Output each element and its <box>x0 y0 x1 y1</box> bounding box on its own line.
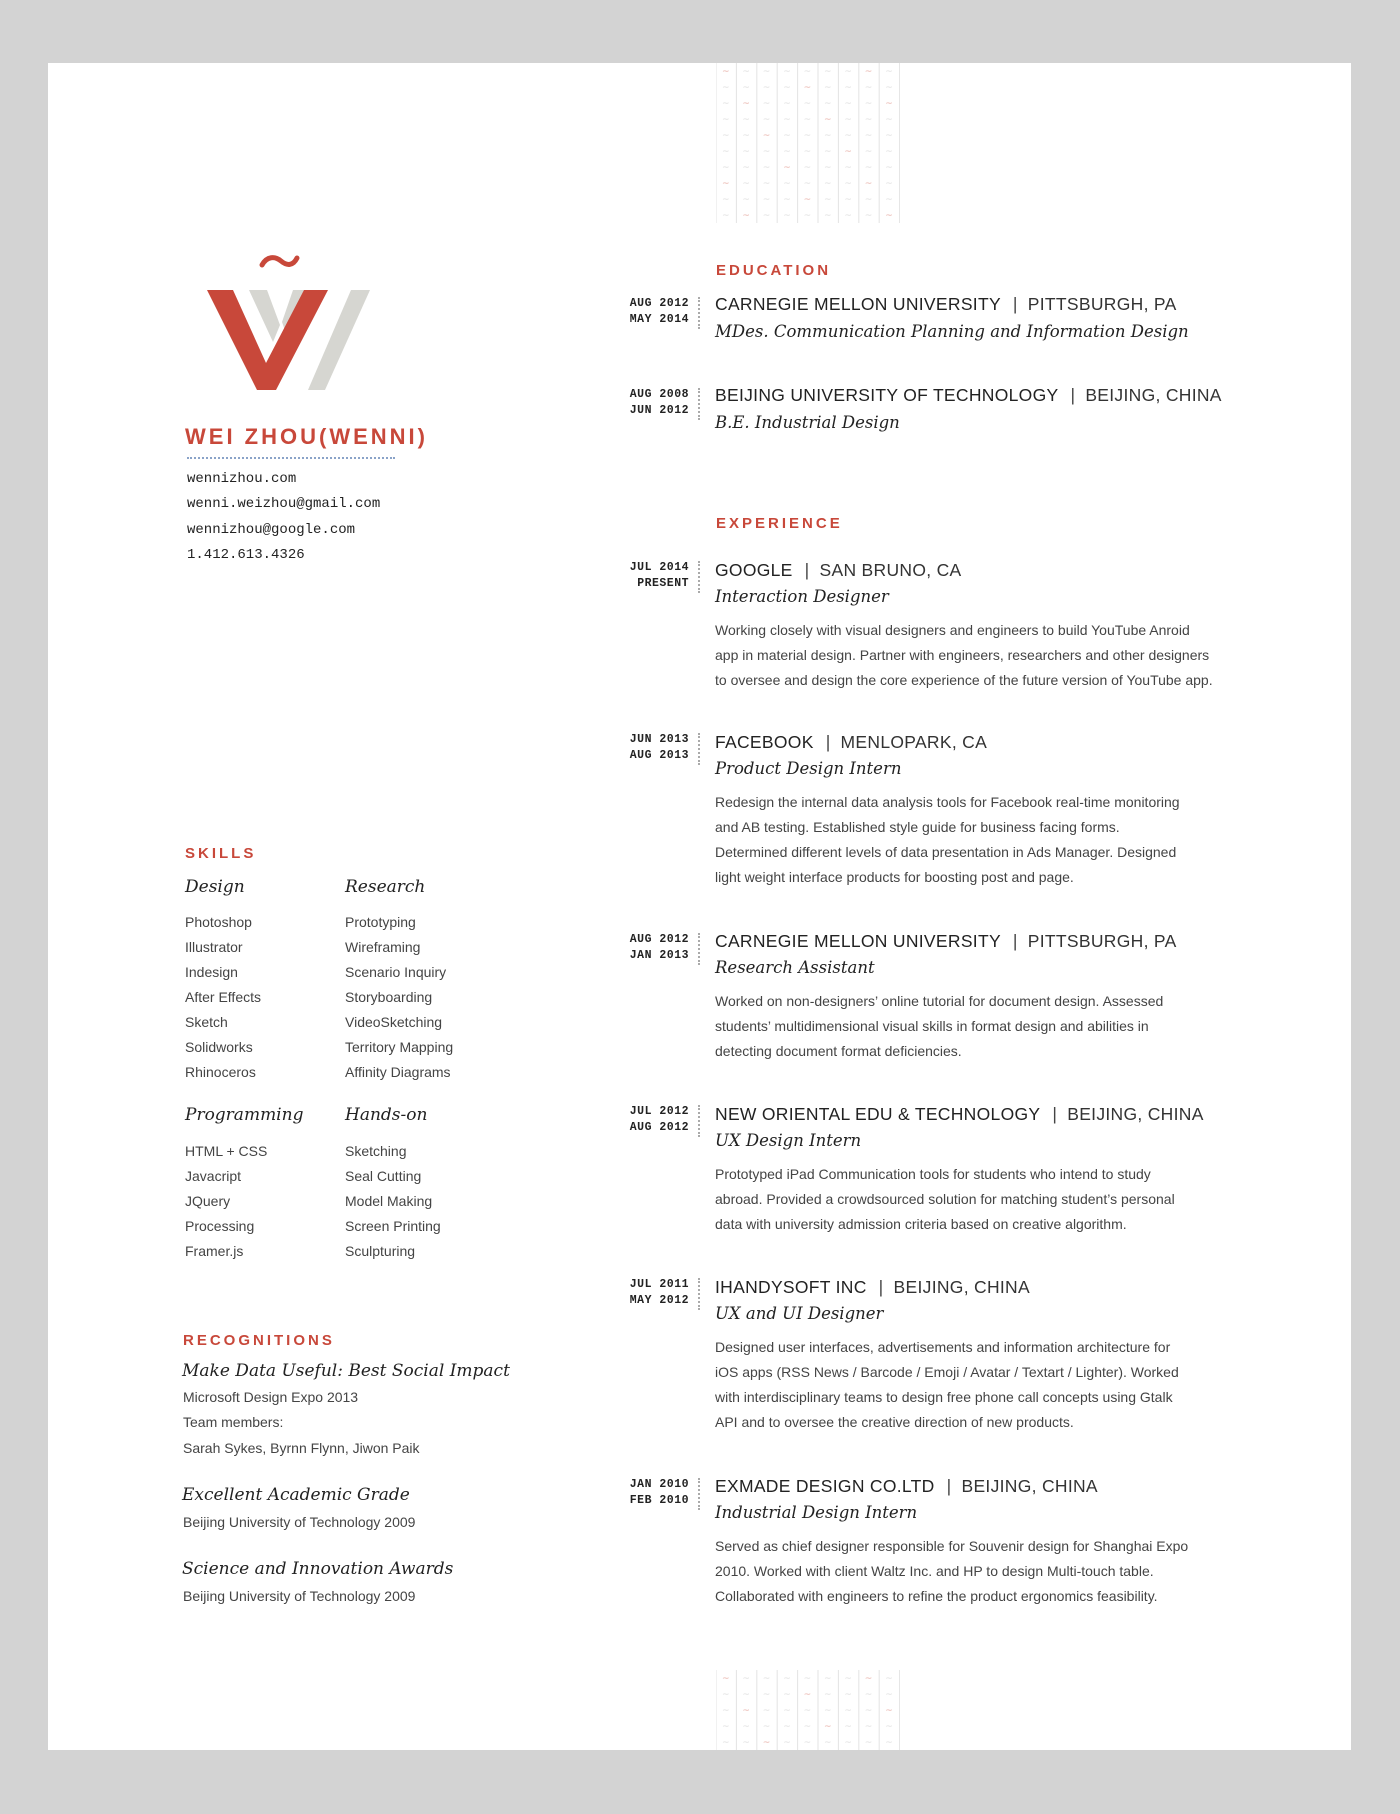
skill-item: HTML + CSS <box>185 1143 268 1159</box>
svg-text:~: ~ <box>885 147 893 157</box>
separator: | <box>878 1277 884 1297</box>
svg-text:~: ~ <box>864 195 873 205</box>
svg-text:~: ~ <box>824 147 832 157</box>
description-line: with interdisciplinary teams to design free phone call concepts using Gtalk <box>715 1389 1173 1405</box>
svg-text:~: ~ <box>885 1738 893 1748</box>
skill-item: VideoSketching <box>345 1014 443 1030</box>
svg-text:~: ~ <box>844 115 852 125</box>
job-description <box>715 1162 1255 1237</box>
date-end: AUG 2012 <box>629 1121 689 1134</box>
location: SAN BRUNO, CA <box>819 560 962 580</box>
svg-text:~: ~ <box>783 1674 791 1684</box>
job-description <box>715 790 1255 890</box>
svg-text:~: ~ <box>783 131 791 141</box>
description-line: to oversee and design the core experience of the future version of YouTube app. <box>715 672 1213 688</box>
skill-group-title: Programming <box>185 1105 304 1125</box>
svg-text:~: ~ <box>722 147 730 157</box>
name-underline <box>187 457 395 459</box>
job-role: Research Assistant <box>715 958 875 977</box>
svg-text:~: ~ <box>864 67 873 77</box>
date-start: AUG 2008 <box>629 388 689 401</box>
date-range <box>614 732 689 764</box>
svg-text:~: ~ <box>742 115 750 125</box>
recognition-detail: Sarah Sykes, Byrnn Flynn, Jiwon Paik <box>183 1440 420 1456</box>
svg-text:~: ~ <box>844 67 852 77</box>
job-description <box>715 618 1255 693</box>
svg-text:~: ~ <box>824 131 832 141</box>
date-start: JUL 2011 <box>629 1278 689 1291</box>
svg-text:~: ~ <box>824 211 832 221</box>
svg-text:~: ~ <box>783 99 791 109</box>
svg-text:~: ~ <box>864 163 873 173</box>
skill-item: Storyboarding <box>345 989 433 1005</box>
svg-text:~: ~ <box>803 115 812 125</box>
description-line: Collaborated with engineers to refine the product ergonomics feasibility. <box>715 1588 1158 1604</box>
recognition-title: Make Data Useful: Best Social Impact <box>182 1361 510 1381</box>
skill-item: Rhinoceros <box>185 1064 256 1080</box>
date-end: FEB 2010 <box>629 1494 689 1507</box>
svg-text:~: ~ <box>803 163 812 173</box>
entry-heading <box>715 560 962 581</box>
skill-item: Sculpturing <box>345 1243 416 1259</box>
date-range <box>614 932 689 964</box>
svg-text:~: ~ <box>824 83 832 93</box>
recognition-title: Excellent Academic Grade <box>182 1485 410 1505</box>
svg-text:~: ~ <box>844 99 852 109</box>
svg-text:~: ~ <box>742 147 750 157</box>
svg-text:~: ~ <box>824 99 832 109</box>
svg-text:~: ~ <box>803 195 812 205</box>
svg-text:~: ~ <box>742 99 750 109</box>
entry-heading <box>715 1277 1030 1298</box>
wenni-logo-icon <box>205 250 373 397</box>
skill-group-title: Hands-on <box>345 1105 428 1125</box>
skill-item: Photoshop <box>185 914 252 930</box>
entry-heading <box>715 931 1177 952</box>
skill-item: Seal Cutting <box>345 1168 422 1184</box>
description-line: students’ multidimensional visual skills in format design and abilities in <box>715 1018 1149 1034</box>
grid-pattern-top <box>716 63 900 229</box>
organization-name: NEW ORIENTAL EDU & TECHNOLOGY <box>715 1104 1041 1124</box>
svg-text:~: ~ <box>844 1738 852 1748</box>
svg-text:~: ~ <box>803 179 812 189</box>
svg-text:~: ~ <box>783 163 791 173</box>
svg-text:~: ~ <box>885 1706 893 1716</box>
recognition-detail: Beijing University of Technology 2009 <box>183 1514 416 1530</box>
svg-text:~: ~ <box>885 195 893 205</box>
date-divider <box>698 1105 700 1137</box>
location: BEIJING, CHINA <box>961 1476 1098 1496</box>
description-line: and AB testing. Established style guide for business facing forms. <box>715 819 1120 835</box>
separator: | <box>1070 385 1076 405</box>
svg-text:~: ~ <box>742 83 750 93</box>
contact-email-personal[interactable]: wenni.weizhou@gmail.com <box>187 496 381 512</box>
location: BEIJING, CHINA <box>1085 385 1222 405</box>
svg-text:~: ~ <box>844 1674 852 1684</box>
description-line: 2010. Worked with client Waltz Inc. and HP to design Multi-touch table. <box>715 1563 1154 1579</box>
svg-text:~: ~ <box>844 147 852 157</box>
svg-text:~: ~ <box>783 147 791 157</box>
svg-text:~: ~ <box>783 211 791 221</box>
location: MENLOPARK, CA <box>840 732 988 752</box>
description-line: Redesign the internal data analysis tools for Facebook real-time monitoring <box>715 794 1180 810</box>
job-role: UX Design Intern <box>715 1131 862 1150</box>
svg-text:~: ~ <box>803 99 812 109</box>
svg-text:~: ~ <box>722 195 730 205</box>
skill-item: Territory Mapping <box>345 1039 454 1055</box>
description-line: API and to oversee the creative direction of new products. <box>715 1414 1074 1430</box>
date-start: JAN 2010 <box>629 1478 689 1491</box>
svg-text:~: ~ <box>824 179 832 189</box>
date-range <box>614 1277 689 1309</box>
svg-text:~: ~ <box>742 211 750 221</box>
svg-text:~: ~ <box>722 99 730 109</box>
education-section-title: EDUCATION <box>716 262 832 279</box>
job-description <box>715 989 1255 1064</box>
person-name: WEI ZHOU(WENNI) <box>185 424 428 449</box>
skill-item: Javacript <box>185 1168 242 1184</box>
description-line: Determined different levels of data presentation in Ads Manager. Designed <box>715 844 1177 860</box>
skill-item: Framer.js <box>185 1243 244 1259</box>
separator: | <box>825 732 831 752</box>
svg-text:~: ~ <box>722 1722 730 1732</box>
skill-list-design <box>185 912 261 1087</box>
svg-text:~: ~ <box>864 115 873 125</box>
date-range <box>614 1477 689 1509</box>
svg-text:~: ~ <box>844 1706 852 1716</box>
svg-text:~: ~ <box>722 115 730 125</box>
svg-text:~: ~ <box>803 83 812 93</box>
description-line: detecting document format deficiencies. <box>715 1043 962 1059</box>
svg-text:~: ~ <box>864 147 873 157</box>
svg-text:~: ~ <box>762 99 771 109</box>
svg-text:~: ~ <box>722 67 730 77</box>
date-start: JUN 2013 <box>629 733 689 746</box>
svg-text:~: ~ <box>742 1706 750 1716</box>
experience-section-title: EXPERIENCE <box>716 515 843 532</box>
svg-text:~: ~ <box>885 1674 893 1684</box>
svg-text:~: ~ <box>722 211 730 221</box>
svg-text:~: ~ <box>762 179 771 189</box>
svg-text:~: ~ <box>803 1674 812 1684</box>
svg-text:~: ~ <box>783 1706 791 1716</box>
svg-text:~: ~ <box>722 83 730 93</box>
svg-text:~: ~ <box>864 211 873 221</box>
svg-text:~: ~ <box>762 163 771 173</box>
svg-text:~: ~ <box>783 67 791 77</box>
svg-text:~: ~ <box>864 131 873 141</box>
date-divider <box>698 1478 700 1510</box>
svg-text:~: ~ <box>762 195 771 205</box>
job-role: Product Design Intern <box>715 759 902 778</box>
organization-name: CARNEGIE MELLON UNIVERSITY <box>715 294 1001 314</box>
date-divider <box>698 297 700 329</box>
recognition-title: Science and Innovation Awards <box>182 1559 454 1579</box>
description-line: Designed user interfaces, advertisements and information architecture for <box>715 1339 1171 1355</box>
job-role: Industrial Design Intern <box>715 1503 918 1522</box>
description-line: iOS apps (RSS News / Barcode / Emoji / Avatar / Textart / Lighter). Worked <box>715 1364 1179 1380</box>
svg-text:~: ~ <box>885 211 893 221</box>
svg-text:~: ~ <box>885 131 893 141</box>
svg-text:~: ~ <box>824 115 832 125</box>
svg-text:~: ~ <box>762 1706 771 1716</box>
date-end: JAN 2013 <box>629 949 689 962</box>
svg-text:~: ~ <box>824 163 832 173</box>
svg-text:~: ~ <box>762 1674 771 1684</box>
date-start: AUG 2012 <box>629 933 689 946</box>
entry-heading <box>715 294 1177 315</box>
svg-text:~: ~ <box>844 211 852 221</box>
svg-text:~: ~ <box>762 1690 771 1700</box>
svg-text:~: ~ <box>722 179 730 189</box>
svg-text:~: ~ <box>722 1690 730 1700</box>
svg-text:~: ~ <box>824 67 832 77</box>
svg-text:~: ~ <box>864 179 873 189</box>
date-divider <box>698 1278 700 1310</box>
svg-text:~: ~ <box>803 1738 812 1748</box>
date-range <box>614 1104 689 1136</box>
svg-text:~: ~ <box>783 1722 791 1732</box>
svg-text:~: ~ <box>885 67 893 77</box>
svg-text:~: ~ <box>783 1738 791 1748</box>
svg-text:~: ~ <box>864 1674 873 1684</box>
separator: | <box>1012 294 1018 314</box>
skill-item: JQuery <box>185 1193 231 1209</box>
svg-text:~: ~ <box>762 147 771 157</box>
skill-list-programming <box>185 1141 267 1266</box>
svg-text:~: ~ <box>722 1706 730 1716</box>
location: BEIJING, CHINA <box>1067 1104 1204 1124</box>
skills-section-title: SKILLS <box>185 845 257 862</box>
svg-text:~: ~ <box>742 195 750 205</box>
svg-text:~: ~ <box>783 1690 791 1700</box>
date-range <box>614 296 689 328</box>
svg-text:~: ~ <box>762 115 771 125</box>
date-divider <box>698 933 700 965</box>
svg-text:~: ~ <box>742 1722 750 1732</box>
svg-text:~: ~ <box>742 179 750 189</box>
entry-heading <box>715 385 1222 406</box>
location: PITTSBURGH, PA <box>1027 294 1177 314</box>
skill-item: Sketch <box>185 1014 228 1030</box>
svg-text:~: ~ <box>885 163 893 173</box>
entry-heading <box>715 732 987 753</box>
separator: | <box>1012 931 1018 951</box>
date-start: AUG 2012 <box>629 297 689 310</box>
svg-text:~: ~ <box>885 179 893 189</box>
recognitions-section-title: RECOGNITIONS <box>183 1332 335 1349</box>
svg-text:~: ~ <box>742 163 750 173</box>
svg-text:~: ~ <box>885 115 893 125</box>
svg-text:~: ~ <box>762 83 771 93</box>
degree: B.E. Industrial Design <box>715 413 900 432</box>
contact-phone: 1.412.613.4326 <box>187 547 305 563</box>
svg-text:~: ~ <box>762 211 771 221</box>
description-line: Worked on non-designers’ online tutorial for document design. Assessed <box>715 993 1164 1009</box>
description-line: app in material design. Partner with engineers, researchers and other designers <box>715 647 1210 663</box>
job-description <box>715 1534 1255 1609</box>
date-end: JUN 2012 <box>629 404 689 417</box>
job-role: UX and UI Designer <box>715 1304 884 1323</box>
description-line: abroad. Provided a crowdsourced solution for matching student’s personal <box>715 1191 1175 1207</box>
organization-name: EXMADE DESIGN CO.LTD <box>715 1476 935 1496</box>
svg-text:~: ~ <box>824 1690 832 1700</box>
svg-text:~: ~ <box>844 1690 852 1700</box>
skill-group-title: Design <box>185 877 245 897</box>
entry-heading <box>715 1476 1098 1497</box>
date-end: MAY 2012 <box>629 1294 689 1307</box>
svg-text:~: ~ <box>803 131 812 141</box>
date-start: JUL 2012 <box>629 1105 689 1118</box>
skill-list-research <box>345 912 453 1087</box>
svg-text:~: ~ <box>864 1738 873 1748</box>
contact-email-work[interactable]: wennizhou@google.com <box>187 522 356 538</box>
organization-name: BEIJING UNIVERSITY OF TECHNOLOGY <box>715 385 1059 405</box>
location: BEIJING, CHINA <box>893 1277 1030 1297</box>
svg-text:~: ~ <box>783 83 791 93</box>
svg-text:~: ~ <box>742 67 750 77</box>
svg-text:~: ~ <box>783 179 791 189</box>
svg-text:~: ~ <box>803 1722 812 1732</box>
date-end: PRESENT <box>637 577 689 590</box>
date-divider <box>698 733 700 765</box>
svg-text:~: ~ <box>864 1690 873 1700</box>
svg-text:~: ~ <box>762 1722 771 1732</box>
svg-text:~: ~ <box>803 67 812 77</box>
recognition-detail: Beijing University of Technology 2009 <box>183 1588 416 1604</box>
svg-text:~: ~ <box>844 195 852 205</box>
svg-text:~: ~ <box>864 99 873 109</box>
svg-text:~: ~ <box>803 1690 812 1700</box>
skill-item: After Effects <box>185 989 261 1005</box>
organization-name: IHANDYSOFT INC <box>715 1277 867 1297</box>
date-start: JUL 2014 <box>629 561 689 574</box>
location: PITTSBURGH, PA <box>1027 931 1177 951</box>
svg-text:~: ~ <box>864 1706 873 1716</box>
date-end: MAY 2014 <box>629 313 689 326</box>
svg-text:~: ~ <box>722 1674 730 1684</box>
svg-text:~: ~ <box>722 131 730 141</box>
recognition-detail: Team members: <box>183 1414 284 1430</box>
svg-text:~: ~ <box>722 1738 730 1748</box>
svg-text:~: ~ <box>762 131 771 141</box>
svg-text:~: ~ <box>742 1738 750 1748</box>
grid-pattern-bottom <box>716 1670 900 1750</box>
job-role: Interaction Designer <box>715 587 889 606</box>
skill-item: Affinity Diagrams <box>345 1064 451 1080</box>
organization-name: CARNEGIE MELLON UNIVERSITY <box>715 931 1001 951</box>
organization-name: GOOGLE <box>715 560 793 580</box>
contact-website[interactable]: wennizhou.com <box>187 471 297 487</box>
svg-text:~: ~ <box>844 163 852 173</box>
svg-text:~: ~ <box>844 131 852 141</box>
date-divider <box>698 388 700 420</box>
svg-text:~: ~ <box>844 1722 852 1732</box>
skill-item: Scenario Inquiry <box>345 964 447 980</box>
skill-item: Wireframing <box>345 939 421 955</box>
description-line: data with university admission criteria based on creative algorithm. <box>715 1216 1127 1232</box>
svg-text:~: ~ <box>844 179 852 189</box>
svg-text:~: ~ <box>762 1738 771 1748</box>
svg-text:~: ~ <box>803 147 812 157</box>
svg-text:~: ~ <box>885 1690 893 1700</box>
skill-item: Prototyping <box>345 914 416 930</box>
description-line: light weight interface products for boosting post and page. <box>715 869 1074 885</box>
svg-text:~: ~ <box>803 211 812 221</box>
skill-item: Model Making <box>345 1193 433 1209</box>
skill-list-hands-on <box>345 1141 441 1266</box>
date-end: AUG 2013 <box>629 749 689 762</box>
svg-text:~: ~ <box>885 1722 893 1732</box>
skill-item: Solidworks <box>185 1039 253 1055</box>
svg-text:~: ~ <box>864 1722 873 1732</box>
svg-text:~: ~ <box>885 99 893 109</box>
svg-text:~: ~ <box>844 83 852 93</box>
skill-item: Sketching <box>345 1143 407 1159</box>
date-range <box>614 387 689 419</box>
entry-heading <box>715 1104 1204 1125</box>
separator: | <box>946 1476 952 1496</box>
recognition-detail: Microsoft Design Expo 2013 <box>183 1389 359 1405</box>
svg-text:~: ~ <box>824 1738 832 1748</box>
svg-text:~: ~ <box>762 67 771 77</box>
organization-name: FACEBOOK <box>715 732 814 752</box>
separator: | <box>1052 1104 1058 1124</box>
svg-text:~: ~ <box>864 83 873 93</box>
skill-item: Indesign <box>185 964 238 980</box>
svg-text:~: ~ <box>783 115 791 125</box>
svg-text:~: ~ <box>783 195 791 205</box>
svg-text:~: ~ <box>742 1674 750 1684</box>
description-line: Working closely with visual designers and engineers to build YouTube Anroid <box>715 622 1190 638</box>
svg-text:~: ~ <box>722 163 730 173</box>
svg-text:~: ~ <box>824 1674 832 1684</box>
svg-text:~: ~ <box>803 1706 812 1716</box>
skill-item: Illustrator <box>185 939 243 955</box>
job-description <box>715 1335 1255 1435</box>
date-divider <box>698 561 700 593</box>
svg-text:~: ~ <box>824 195 832 205</box>
svg-text:~: ~ <box>824 1722 832 1732</box>
svg-text:~: ~ <box>885 83 893 93</box>
degree: MDes. Communication Planning and Information Design <box>715 322 1189 341</box>
skill-group-title: Research <box>345 877 426 897</box>
svg-text:~: ~ <box>742 131 750 141</box>
description-line: Prototyped iPad Communication tools for students who intend to study <box>715 1166 1151 1182</box>
svg-text:~: ~ <box>824 1706 832 1716</box>
date-range <box>614 560 689 592</box>
svg-text:~: ~ <box>742 1690 750 1700</box>
skill-item: Processing <box>185 1218 255 1234</box>
separator: | <box>804 560 810 580</box>
description-line: Served as chief designer responsible for Souvenir design for Shanghai Expo <box>715 1538 1189 1554</box>
skill-item: Screen Printing <box>345 1218 441 1234</box>
